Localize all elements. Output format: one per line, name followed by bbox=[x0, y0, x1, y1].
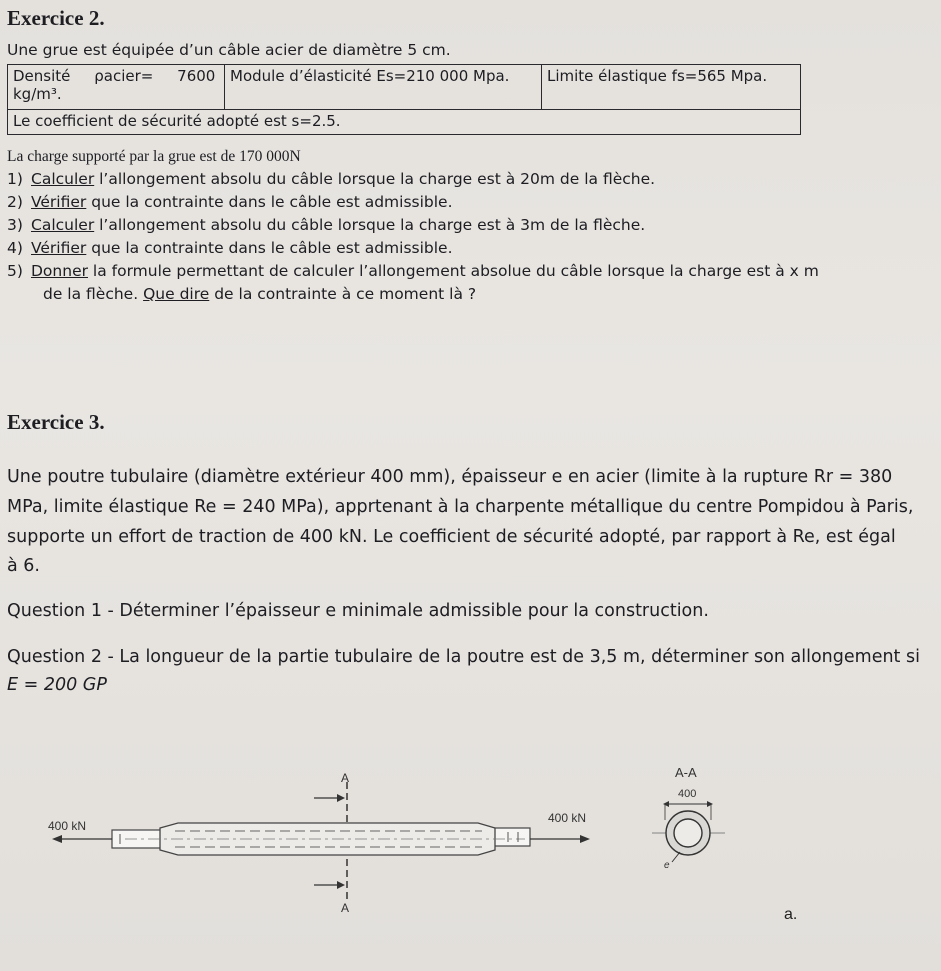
exercise-3-title: Exercice 3. bbox=[7, 410, 105, 434]
section-label-top: A bbox=[341, 771, 350, 785]
limit-text: Limite élastique fs=565 Mpa. bbox=[547, 67, 768, 85]
density-value: 7600 bbox=[177, 67, 216, 85]
question-5-continued: de la flèche. Que dire de la contrainte à ce moment là ? bbox=[43, 285, 477, 303]
ex3-question-1: Question 1 - Déterminer l’épaisseur e minimale admissible pour la construction. bbox=[7, 601, 709, 621]
figure-label: a. bbox=[784, 906, 798, 923]
properties-table bbox=[7, 64, 801, 135]
density-symbol: ρacier= bbox=[94, 67, 154, 85]
question-1: 1) Calculer l’allongement absolu du câble lorsque la charge est à 20m de la flèche. bbox=[7, 170, 656, 188]
section-diameter-label: 400 bbox=[678, 788, 697, 800]
beam-right-end bbox=[490, 828, 530, 846]
density-label: Densité bbox=[13, 67, 71, 85]
thickness-label: e bbox=[664, 860, 670, 871]
ex3-paragraph-line-3: supporte un effort de traction de 400 kN. Le coefficient de sécurité adopté, par rapport à Re, est égal bbox=[7, 527, 896, 547]
question-3: 3) Calculer l’allongement absolu du câble lorsque la charge est à 3m de la flèche. bbox=[7, 216, 646, 234]
modulus-text: Module d’élasticité Es=210 000 Mpa. bbox=[230, 67, 510, 85]
question-2: 2) Vérifier que la contrainte dans le câble est admissible. bbox=[7, 193, 453, 211]
ex3-paragraph-line-2: MPa, limite élastique Re = 240 MPa), apprtenant à la charpente métallique du centre Pompidou à Paris, bbox=[7, 497, 914, 517]
question-5: 5) Donner la formule permettant de calculer l’allongement absolue du câble lorsque la charge est à x m bbox=[7, 262, 819, 280]
question-4: 4) Vérifier que la contrainte dans le câble est admissible. bbox=[7, 239, 453, 257]
density-unit: kg/m³. bbox=[13, 85, 62, 103]
force-label-right: 400 kN bbox=[548, 811, 587, 825]
ex3-paragraph-line-1: Une poutre tubulaire (diamètre extérieur 400 mm), épaisseur e en acier (limite à la rupture Rr = 380 bbox=[7, 467, 893, 487]
modulus-cell bbox=[225, 65, 542, 110]
force-label-left: 400 kN bbox=[48, 819, 87, 833]
exercise-2-title: Exercice 2. bbox=[7, 6, 105, 30]
ex3-question-2-modulus: E = 200 GP bbox=[7, 675, 107, 695]
ex2-intro: Une grue est équipée d’un câble acier de diamètre 5 cm. bbox=[7, 41, 451, 59]
limit-cell bbox=[542, 65, 801, 110]
section-label-bottom: A bbox=[341, 901, 350, 915]
section-title: A-A bbox=[675, 765, 697, 780]
ex3-question-2: Question 2 - La longueur de la partie tubulaire de la poutre est de 3,5 m, déterminer son allongement si bbox=[7, 647, 920, 667]
safety-text: Le coefficient de sécurité adopté est s=2.5. bbox=[13, 112, 341, 130]
ex3-paragraph-line-4: à 6. bbox=[7, 556, 40, 576]
density-cell bbox=[8, 65, 225, 110]
ex2-load: La charge supporté par la grue est de 170 000N bbox=[7, 148, 301, 165]
section-inner-circle bbox=[674, 819, 702, 847]
safety-cell bbox=[8, 110, 801, 135]
beam-figure bbox=[0, 740, 941, 971]
